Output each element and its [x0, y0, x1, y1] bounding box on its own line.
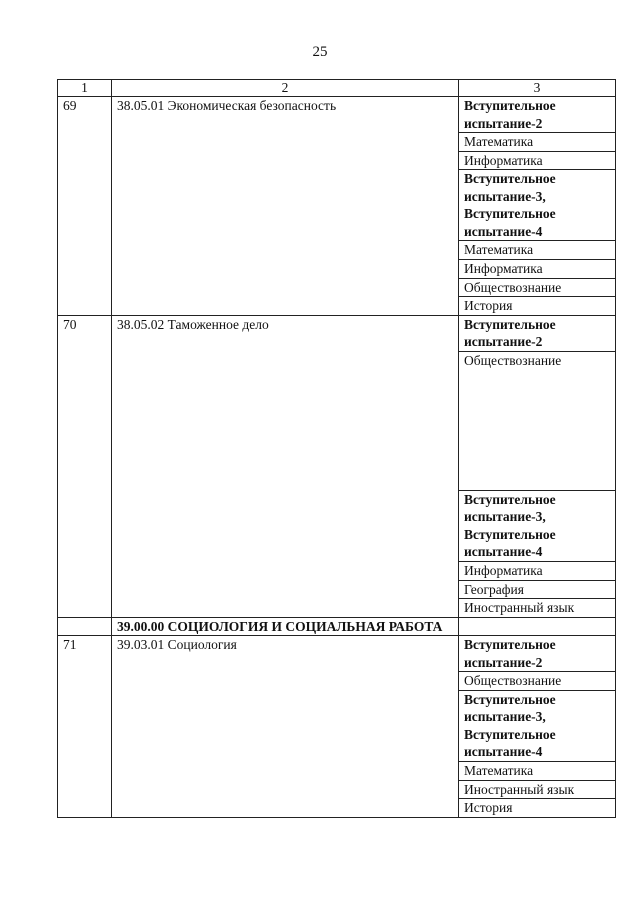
exam-subject: Математика [459, 241, 616, 260]
table-row [58, 636, 616, 672]
column-header-2: 2 [112, 80, 459, 97]
table-row [58, 315, 616, 351]
exam-subject: Информатика [459, 260, 616, 279]
exam-subject: Информатика [459, 151, 616, 170]
table-row [58, 97, 616, 133]
exam-subject: Математика [459, 762, 616, 781]
row-number: 71 [58, 636, 112, 818]
exam-subject: Иностранный язык [459, 780, 616, 799]
exam-subject: История [459, 297, 616, 316]
row-number: 70 [58, 315, 112, 617]
program-name: 39.03.01 Социология [112, 636, 459, 818]
program-name: 38.05.02 Таможенное дело [112, 315, 459, 617]
exam-2-title: Вступительное испытание-2 [459, 636, 616, 672]
exam-subject: Информатика [459, 562, 616, 581]
exam-subject: Обществознание [459, 672, 616, 691]
column-header-1: 1 [58, 80, 112, 97]
exam-2-title: Вступительное испытание-2 [459, 97, 616, 133]
exam-subject: Иностранный язык [459, 599, 616, 618]
exam-3-4-title: Вступительное испытание-3, Вступительное испытание-4 [459, 490, 616, 561]
exam-subject: Математика [459, 133, 616, 152]
table-header-row [58, 80, 616, 97]
exam-3-4-title: Вступительное испытание-3, Вступительное испытание-4 [459, 170, 616, 241]
exam-subject: География [459, 580, 616, 599]
exam-subject: История [459, 799, 616, 818]
exam-2-title: Вступительное испытание-2 [459, 315, 616, 351]
exam-subject: Обществознание [459, 278, 616, 297]
program-name: 38.05.01 Экономическая безопасность [112, 97, 459, 316]
page-number: 25 [312, 44, 328, 60]
section-exam-cell [459, 617, 616, 636]
section-number-cell [58, 617, 112, 636]
admission-table [57, 79, 616, 818]
section-row [58, 617, 616, 636]
section-heading: 39.00.00 СОЦИОЛОГИЯ И СОЦИАЛЬНАЯ РАБОТА [112, 617, 459, 636]
column-header-3: 3 [459, 80, 616, 97]
exam-subject: Обществознание [459, 351, 616, 490]
row-number: 69 [58, 97, 112, 316]
exam-3-4-title: Вступительное испытание-3, Вступительное испытание-4 [459, 690, 616, 761]
